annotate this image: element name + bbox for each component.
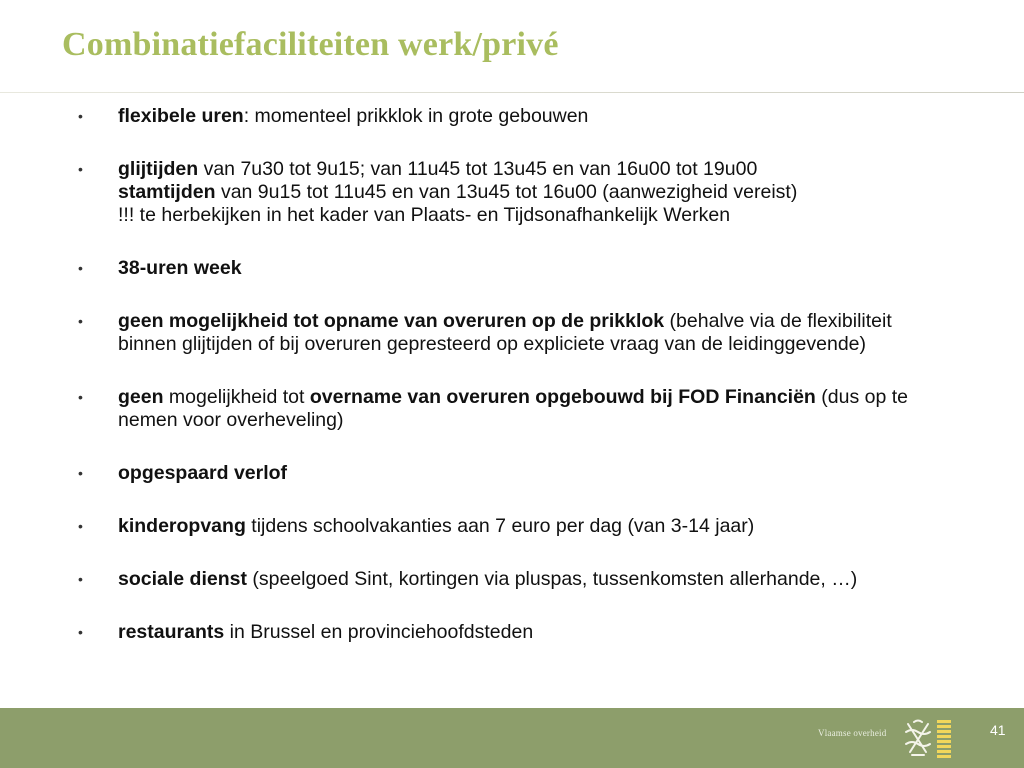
bullet-dot: • [78,571,83,587]
bullet-text: van 9u15 tot 11u45 en van 13u45 tot 16u00 (aanwezigheid vereist) [215,181,798,203]
bullet-item [78,462,938,485]
flemish-lion-icon [900,718,936,758]
logo-text: Vlaamse overheid [818,728,887,738]
bullet-text: !!! te herbekijken in het kader van Plaats- en Tijdsonafhankelijk Werken [118,204,731,226]
bullet-bold-text: overname van overuren opgebouwd bij FOD Financiën [309,386,816,408]
bullet-text: mogelijkheid tot [163,386,310,408]
bullet-dot: • [78,624,83,640]
bullet-dot: • [78,260,83,276]
bullet-bold-text: opgespaard verlof [118,462,288,484]
bullet-bold-text: flexibele uren [118,105,244,127]
bullet-item [78,568,938,591]
bullet-bold-text: glijtijden [118,158,199,180]
bullet-bold-text: restaurants [118,621,225,643]
footer-band [0,708,1024,768]
bullet-text: : momenteel prikklok in grote gebouwen [243,105,589,127]
bullet-dot: • [78,518,83,534]
bullet-item [78,105,938,128]
bullet-item [78,515,938,538]
slide-title: Combinatiefaciliteiten werk/privé [62,26,559,63]
bullet-bold-text: geen [118,386,164,408]
bullet-bold-text: 38-uren week [118,257,242,279]
bullet-list [78,96,938,644]
bullet-bold-text: sociale dienst [118,568,247,590]
bullet-item [78,310,938,356]
bullet-item [78,386,938,432]
bullet-dot: • [78,389,83,405]
bullet-text: in Brussel en provinciehoofdsteden [224,621,534,643]
page-number: 41 [990,722,1006,738]
bullet-text: tijdens schoolvakanties aan 7 euro per dag (van 3-14 jaar) [245,515,755,537]
bullet-bold-text: kinderopvang [118,515,246,537]
bullet-item [78,158,938,227]
title-divider [0,92,1024,93]
bullet-item [78,257,938,280]
bullet-text: (dus op te nemen voor overheveling) [118,386,908,431]
logo-stripes-icon [937,720,951,758]
bullet-bold-text: stamtijden [118,181,216,203]
bullet-dot: • [78,108,83,124]
bullet-dot: • [78,161,83,177]
bullet-dot: • [78,465,83,481]
bullet-dot: • [78,313,83,329]
bullet-text: (speelgoed Sint, kortingen via pluspas, tussenkomsten allerhande, …) [246,568,858,590]
bullet-item [78,621,938,644]
bullet-text: van 7u30 tot 9u15; van 11u45 tot 13u45 en van 16u00 tot 19u00 [198,158,758,180]
bullet-bold-text: geen mogelijkheid tot opname van overuren op de prikklok [118,310,665,332]
bullet-text: (behalve via de flexibiliteit binnen glijtijden of bij overuren gepresteerd op expliciete vraag van de leidinggevende) [118,310,892,355]
